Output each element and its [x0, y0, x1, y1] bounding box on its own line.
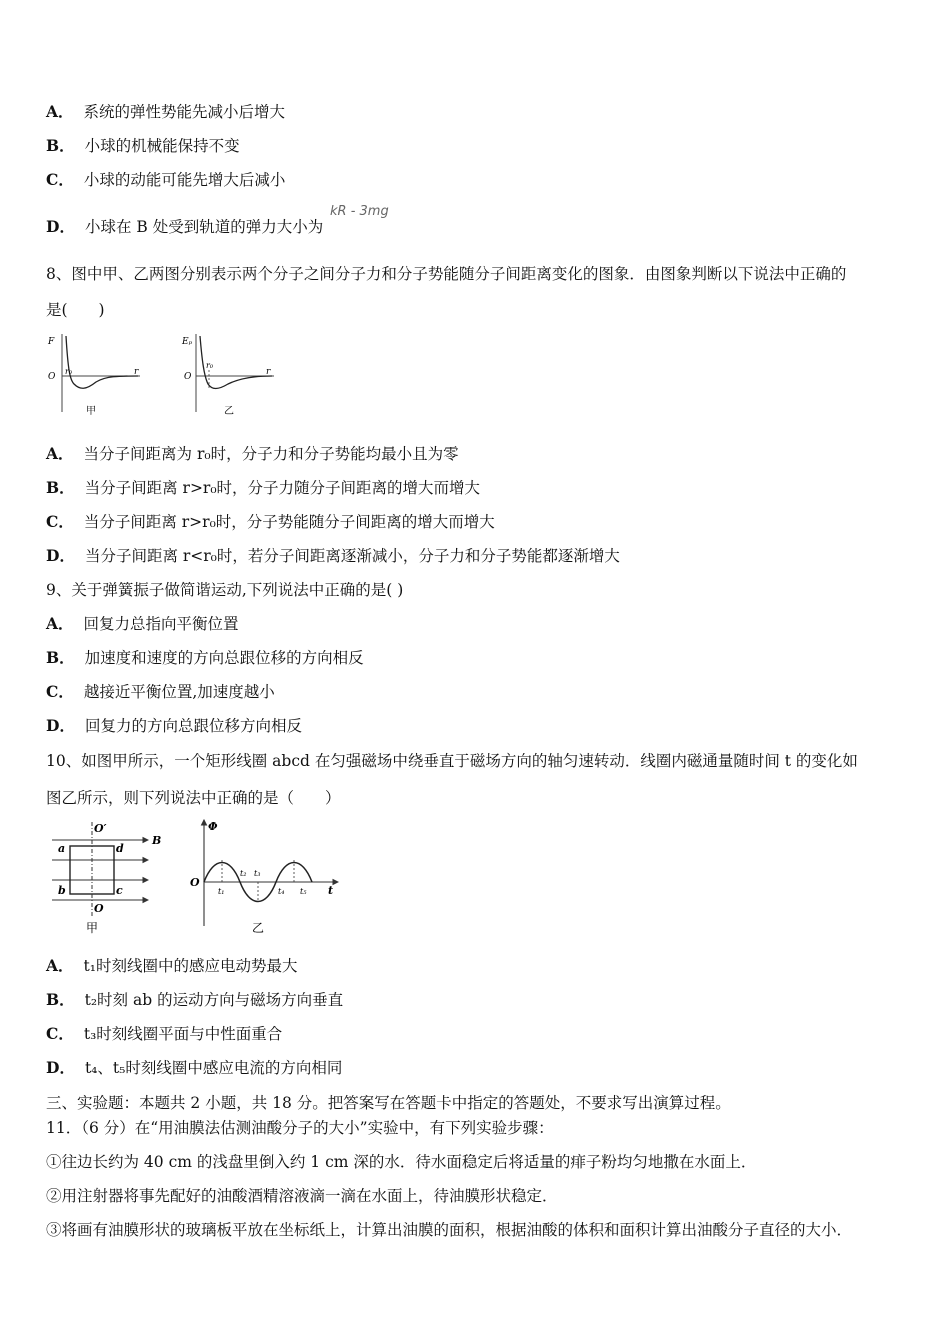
q11-stem: 11．（6 分）在“用油膜法估测油酸分子的大小”实验中，有下列实验步骤： [46, 1119, 554, 1137]
q8-right-xaxis-label: r [266, 367, 271, 377]
q10-axis-top-label: O′ [94, 822, 107, 835]
q9-option-b: B． 加速度和速度的方向总跟位移的方向相反 [46, 648, 364, 667]
section3-heading: 三、实验题：本题共 2 小题，共 18 分。把答案写在答题卡中指定的答题处，不要求写出演算过程。 [46, 1094, 731, 1112]
q8-right-caption: 乙 [224, 406, 234, 417]
q10-right-xaxis-label: t [328, 884, 334, 897]
q9-option-c: C． 越接近平衡位置,加速度越小 [46, 682, 275, 701]
q8-option-a: A． 当分子间距离为 r₀时，分子力和分子势能均最小且为零 [46, 444, 459, 463]
q8-left-yaxis-label: F [48, 337, 55, 347]
q10-t4-label: t₄ [278, 887, 285, 896]
q10-right-origin-label: O [190, 876, 200, 889]
q8-stem-line2: 是( ) [46, 301, 105, 319]
q8-right-r0-label: r₀ [206, 361, 214, 370]
q7-option-b: B． 小球的机械能保持不变 [46, 136, 240, 155]
q10-axis-bottom-label: O [94, 902, 104, 915]
q8-option-b: B． 当分子间距离 r>r₀时，分子力随分子间距离的增大而增大 [46, 478, 481, 497]
q10-left-caption: 甲 [86, 921, 99, 935]
q10-right-caption: 乙 [252, 921, 265, 935]
q9-stem: 9、关于弹簧振子做简谐运动,下列说法中正确的是( ) [46, 581, 404, 599]
q10-stem-line2: 图乙所示，则下列说法中正确的是（ ） [46, 789, 341, 807]
q8-figure-graphs [44, 330, 284, 418]
q8-left-xaxis-label: r [134, 367, 139, 377]
q8-left-r0-label: r₀ [65, 367, 73, 376]
q8-stem-line1: 8、图中甲、乙两图分别表示两个分子之间分子力和分子势能随分子间距离变化的图象．由图象判断以下说法中正确的 [46, 265, 847, 283]
q11-step-3: ③将画有油膜形状的玻璃板平放在坐标纸上，计算出油膜的面积，根据油酸的体积和面积计算出油酸分子直径的大小． [46, 1221, 853, 1239]
q10-option-b: B． t₂时刻 ab 的运动方向与磁场方向垂直 [46, 990, 344, 1009]
q7-option-a: A． 系统的弹性势能先减小后增大 [46, 102, 286, 121]
q10-option-a: A． t₁时刻线圈中的感应电动势最大 [46, 956, 298, 975]
q8-right-yaxis-label: Eₚ [182, 337, 193, 347]
q10-option-c: C． t₃时刻线圈平面与中性面重合 [46, 1024, 283, 1043]
q10-right-yaxis-label: Φ [208, 820, 218, 833]
q8-left-caption: 甲 [86, 406, 96, 417]
q10-corner-d-label: d [116, 842, 124, 855]
q10-field-label: B [152, 834, 162, 847]
q8-option-d: D． 当分子间距离 r<r₀时，若分子间距离逐渐减小，分子力和分子势能都逐渐增大 [46, 546, 620, 565]
q8-option-c: C． 当分子间距离 r>r₀时，分子势能随分子间距离的增大而增大 [46, 512, 495, 531]
q11-step-2: ②用注射器将事先配好的油酸酒精溶液滴一滴在水面上，待油膜形状稳定． [46, 1187, 558, 1205]
q10-t2-label: t₂ [240, 869, 247, 878]
q10-t1-label: t₁ [218, 887, 225, 896]
q8-left-origin-label: O [48, 372, 56, 382]
q7-option-c: C． 小球的动能可能先增大后减小 [46, 170, 286, 189]
q10-option-d: D． t₄、t₅时刻线圈中感应电流的方向相同 [46, 1058, 343, 1077]
q10-corner-b-label: b [58, 884, 66, 897]
q9-option-a: A． 回复力总指向平衡位置 [46, 614, 239, 633]
q10-figure-graphs [44, 816, 344, 938]
q11-step-1: ①往边长约为 40 cm 的浅盘里倒入约 1 cm 深的水．待水面稳定后将适量的痱子粉均匀地撒在水面上． [46, 1153, 757, 1171]
q7-formula: kR - 3mg [330, 204, 389, 219]
q10-t5-label: t₅ [300, 887, 307, 896]
q10-corner-a-label: a [58, 842, 66, 855]
q10-corner-c-label: c [116, 884, 123, 897]
q8-right-origin-label: O [184, 372, 192, 382]
q10-stem-line1: 10、如图甲所示，一个矩形线圈 abcd 在匀强磁场中绕垂直于磁场方向的轴匀速转动．线圈内磁通量随时间 t 的变化如 [46, 752, 858, 770]
q10-t3-label: t₃ [254, 869, 261, 878]
q7-option-d: D． 小球在 B 处受到轨道的弹力大小为 [46, 217, 324, 236]
q9-option-d: D． 回复力的方向总跟位移方向相反 [46, 716, 302, 735]
